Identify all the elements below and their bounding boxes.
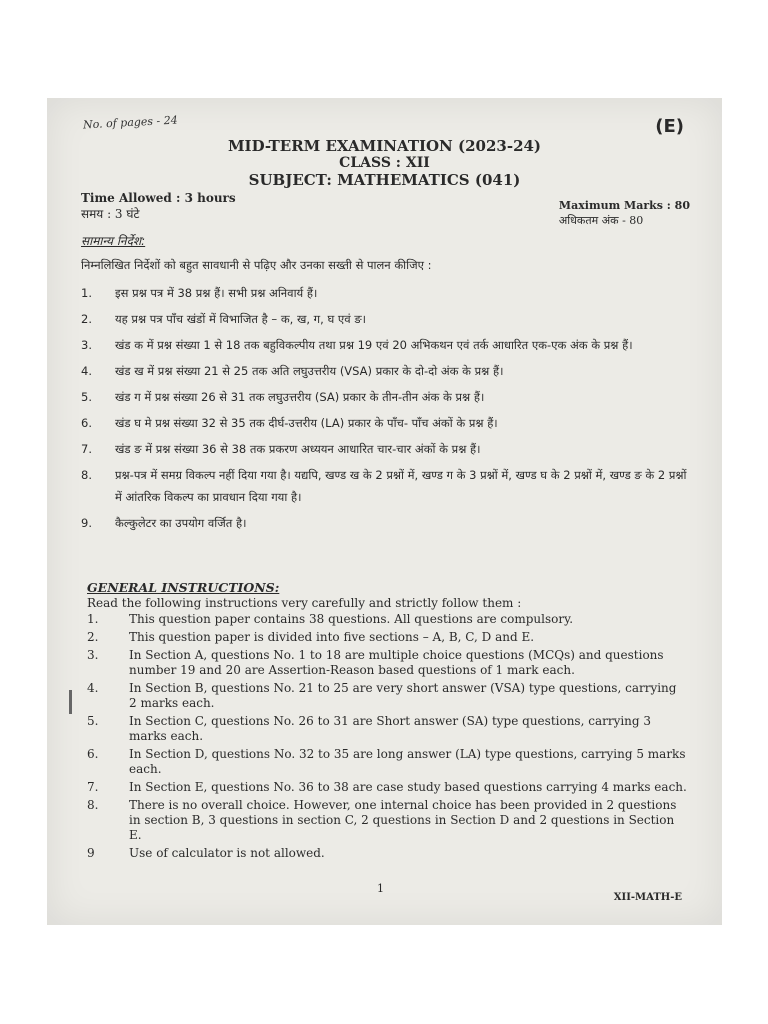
item-text: खंड घ मे प्रश्न संख्या 32 से 35 तक दीर्घ-उत्तरीय (LA) प्रकार के पाँच- पाँच अंकों के प्रश्न हैं। (115, 416, 498, 430)
item-text: In Section A, questions No. 1 to 18 are multiple choice questions (MCQs) and questions number 19 and 20 are Assertion-Reason based questions of 1 mark each. (129, 648, 664, 677)
list-item (81, 438, 693, 460)
list-item (87, 630, 687, 645)
hindi-instructions-heading: सामान्य निर्देश: (81, 234, 146, 248)
list-item (81, 512, 693, 534)
time-allowed-en: Time Allowed : 3 hours (81, 191, 236, 205)
item-number: 8. (81, 468, 92, 482)
item-text: खंड ग में प्रश्न संख्या 26 से 31 तक लघुउत्तरीय (SA) प्रकार के तीन-तीन अंक के प्रश्न हैं। (115, 390, 485, 404)
general-instructions-heading: GENERAL INSTRUCTIONS: (87, 580, 280, 595)
item-text: There is no overall choice. However, one internal choice has been provided in 2 questions in section B, 3 questions in section C, 2 questions in Section D and 2 questions in Section E. (129, 798, 677, 842)
item-number: 4. (87, 681, 99, 695)
list-item (87, 780, 687, 795)
hindi-instructions-intro: निम्नलिखित निर्देशों को बहुत सावधानी से पढ़िए और उनका सख्ती से पालन कीजिए : (81, 258, 432, 272)
maximum-marks (559, 198, 690, 228)
list-item (87, 846, 687, 861)
list-item (87, 747, 687, 777)
item-text: खंड ख में प्रश्न संख्या 21 से 25 तक अति लघुउत्तरीय (VSA) प्रकार के दो-दो अंक के प्रश्न हैं। (115, 364, 504, 378)
item-number: 7. (81, 442, 92, 456)
item-text: Use of calculator is not allowed. (129, 846, 325, 860)
exam-title: MID-TERM EXAMINATION (2023-24) (227, 137, 542, 155)
item-number: 4. (81, 364, 92, 378)
pages-note: No. of pages - 24 (82, 113, 179, 132)
list-item (81, 308, 693, 330)
list-item (87, 714, 687, 744)
item-number: 3. (81, 338, 92, 352)
list-item (81, 412, 693, 434)
item-number: 3. (87, 648, 99, 662)
item-text: This question paper is divided into five sections – A, B, C, D and E. (129, 630, 535, 644)
item-number: 1. (87, 612, 99, 626)
item-text: In Section E, questions No. 36 to 38 are case study based questions carrying 4 marks each. (129, 780, 687, 794)
item-number: 6. (81, 416, 92, 430)
list-item (81, 360, 693, 382)
item-text: खंड ङ में प्रश्न संख्या 36 से 38 तक प्रकरण अध्ययन आधारित चार-चार अंकों के प्रश्न हैं। (115, 442, 481, 456)
time-allowed (81, 190, 236, 222)
general-instructions-list (87, 612, 687, 864)
item-number: 2. (87, 630, 99, 644)
list-item (87, 798, 687, 843)
item-text: कैल्कुलेटर का उपयोग वर्जित है। (115, 516, 247, 530)
hindi-instructions-list (81, 282, 693, 538)
list-item (81, 282, 693, 304)
item-text: In Section B, questions No. 21 to 25 are very short answer (VSA) type questions, carrying 2 marks each. (129, 681, 677, 710)
item-text: प्रश्न-पत्र में समग्र विकल्प नहीं दिया गया है। यद्यपि, खण्ड ख के 2 प्रश्नों में, खण्ड ग के 3 प्रश्नों में, खण्ड घ के 2 प्रश्नों में, खण्ड ङ के 2 प्रश्नों में आंतरिक विकल्प का प्रावधान दिया गया है। (115, 468, 687, 504)
item-number: 9. (81, 516, 92, 530)
list-item (81, 334, 693, 356)
item-number: 8. (87, 798, 99, 812)
page-number: 1 (377, 882, 384, 895)
list-item (87, 648, 687, 678)
maximum-marks-hi: अधिकतम अंक - 80 (558, 214, 644, 227)
list-item (87, 681, 687, 711)
item-text: In Section C, questions No. 26 to 31 are Short answer (SA) type questions, carrying 3 marks each. (129, 714, 652, 743)
item-number: 7. (87, 780, 99, 794)
class-line: CLASS : XII (339, 155, 430, 171)
list-item (81, 464, 693, 508)
margin-mark (69, 690, 72, 714)
list-item (81, 386, 693, 408)
title-block (47, 138, 722, 189)
general-instructions-intro: Read the following instructions very carefully and strictly follow them : (87, 596, 522, 610)
item-number: 6. (87, 747, 99, 761)
item-number: 1. (81, 286, 92, 300)
subject-line: SUBJECT: MATHEMATICS (041) (248, 171, 521, 189)
item-text: खंड क में प्रश्न संख्या 1 से 18 तक बहुविकल्पीय तथा प्रश्न 19 एवं 20 अभिकथन एवं तर्क आधारित एक-एक अंक के प्रश्न हैं। (115, 338, 633, 352)
maximum-marks-en: Maximum Marks : 80 (558, 199, 690, 212)
exam-paper-page (47, 98, 722, 925)
time-allowed-hi: समय : 3 घंटे (81, 207, 140, 221)
item-text: इस प्रश्न पत्र में 38 प्रश्न हैं। सभी प्रश्न अनिवार्य हैं। (115, 286, 318, 300)
item-text: This question paper contains 38 questions. All questions are compulsory. (129, 612, 574, 626)
item-number: 9 (87, 846, 95, 860)
item-number: 2. (81, 312, 92, 326)
list-item (87, 612, 687, 627)
item-text: In Section D, questions No. 32 to 35 are long answer (LA) type questions, carrying 5 marks each. (129, 747, 686, 776)
item-number: 5. (81, 390, 92, 404)
paper-code: XII-MATH-E (613, 892, 682, 903)
set-code: (E) (655, 116, 684, 137)
item-number: 5. (87, 714, 99, 728)
item-text: यह प्रश्न पत्र पाँच खंडों में विभाजित है – क, ख, ग, घ एवं ङ। (115, 312, 367, 326)
